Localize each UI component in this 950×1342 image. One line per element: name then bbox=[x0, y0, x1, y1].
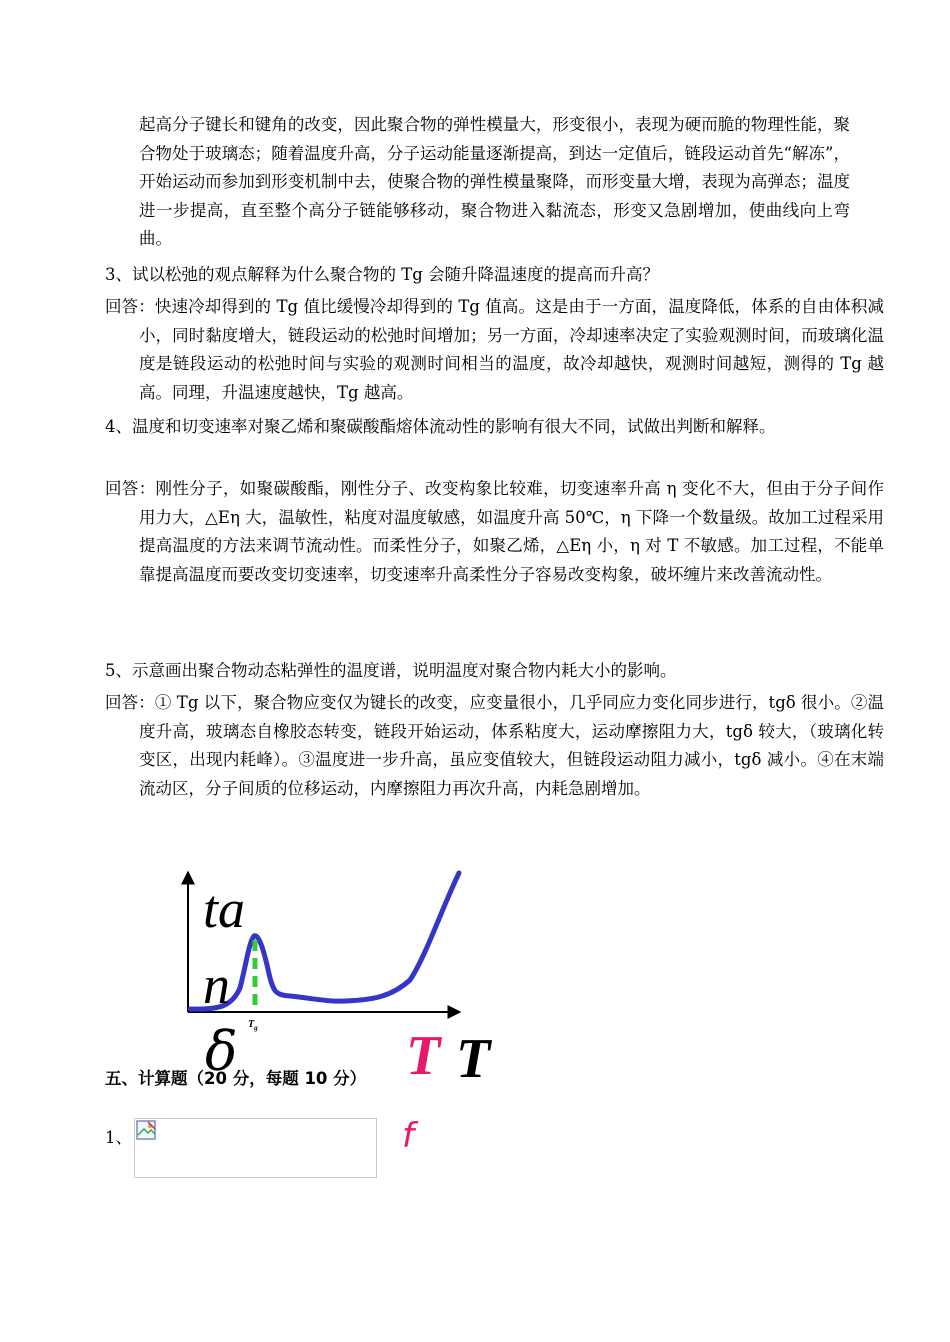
x-label-pink: T bbox=[406, 1025, 441, 1087]
tg-subscript: g bbox=[254, 1024, 258, 1032]
tg-label: $T_g$ bbox=[248, 1019, 258, 1032]
y-label-line-3: δ bbox=[205, 1020, 238, 1083]
section-heading: 五、计算题（20 分，每题 10 分） bbox=[105, 1069, 367, 1088]
calc-question-number: 1、 bbox=[105, 1128, 132, 1147]
question-5: 5、示意画出聚合物动态粘弹性的温度谱，说明温度对聚合物内耗大小的影响。 bbox=[105, 661, 677, 680]
y-label-line-1: ta bbox=[203, 879, 246, 939]
answer-4: 回答：刚性分子，如聚碳酸酯，刚性分子、改变构象比较难，切变速率升高 η 变化不大，但由于分子间作用力大，△Eη 大，温敏性，粘度对温度敏感，如温度升高 50℃，η 下降一个数量级。故加工过程采用提高温度的方法来调节流动性。而柔性分子，如聚乙烯，△Eη 小，η 对 T 不敏感。加工过程，不能单靠提高温度而要改变切变速率，切变速率升高柔性分子容易改变构象，破坏缠片来改善流动性。 bbox=[105, 479, 884, 584]
answer-5: 回答：① Tg 以下，聚合物应变仅为键长的改变，应变量很小，几乎同应力变化同步进行，tgδ 很小。②温度升高，玻璃态自橡胶态转变，链段开始运动，体系粘度大，运动摩擦阻力大，tgδ 较大，（玻璃化转变区，出现内耗峰）。③温度进一步升高，虽应变值较大，但链段运动阻力减小，tgδ 减小。④在末端流动区，分子间质的位移运动，内摩擦阻力再次升高，内耗急剧增加。 bbox=[105, 693, 884, 798]
question-4: 4、温度和切变速率对聚乙烯和聚碳酸酯熔体流动性的影响有很大不同，试做出判断和解释。 bbox=[105, 417, 776, 436]
x-label-black: T bbox=[456, 1028, 491, 1090]
tan-delta-temperature-diagram bbox=[170, 860, 500, 1090]
question-3: 3、试以松弛的观点解释为什么聚合物的 Tg 会随升降温速度的提高而升高？ bbox=[105, 265, 660, 284]
missing-image-placeholder bbox=[134, 1118, 377, 1178]
answer-3: 回答：快速冷却得到的 Tg 值比缓慢冷却得到的 Tg 值高。这是由于一方面，温度降低，体系的自由体积减小，同时黏度增大，链段运动的松弛时间增加；另一方面，冷却速率决定了实验观测时间，而玻璃化温度是链段运动的松弛时间与实验的观测时间相当的温度，故冷却越快，观测时间越短，测得的 Tg 越高。同理，升温速度越快，Tg 越高。 bbox=[105, 297, 884, 402]
y-label-line-2: n bbox=[203, 955, 230, 1015]
f-label: f bbox=[402, 1116, 414, 1156]
broken-image-icon bbox=[136, 1120, 158, 1142]
continued-answer: 起高分子键长和键角的改变，因此聚合物的弹性模量大，形变很小，表现为硬而脆的物理性能，聚合物处于玻璃态；随着温度升高，分子运动能量逐渐提高，到达一定值后，链段运动首先“解冻”，开始运动而参加到形变机制中去，使聚合物的弹性模量聚降，而形变量大增，表现为高弹态；温度进一步提高，直至整个高分子链能够移动，聚合物进入黏流态，形变又急剧增加，使曲线向上弯曲。 bbox=[139, 115, 850, 249]
